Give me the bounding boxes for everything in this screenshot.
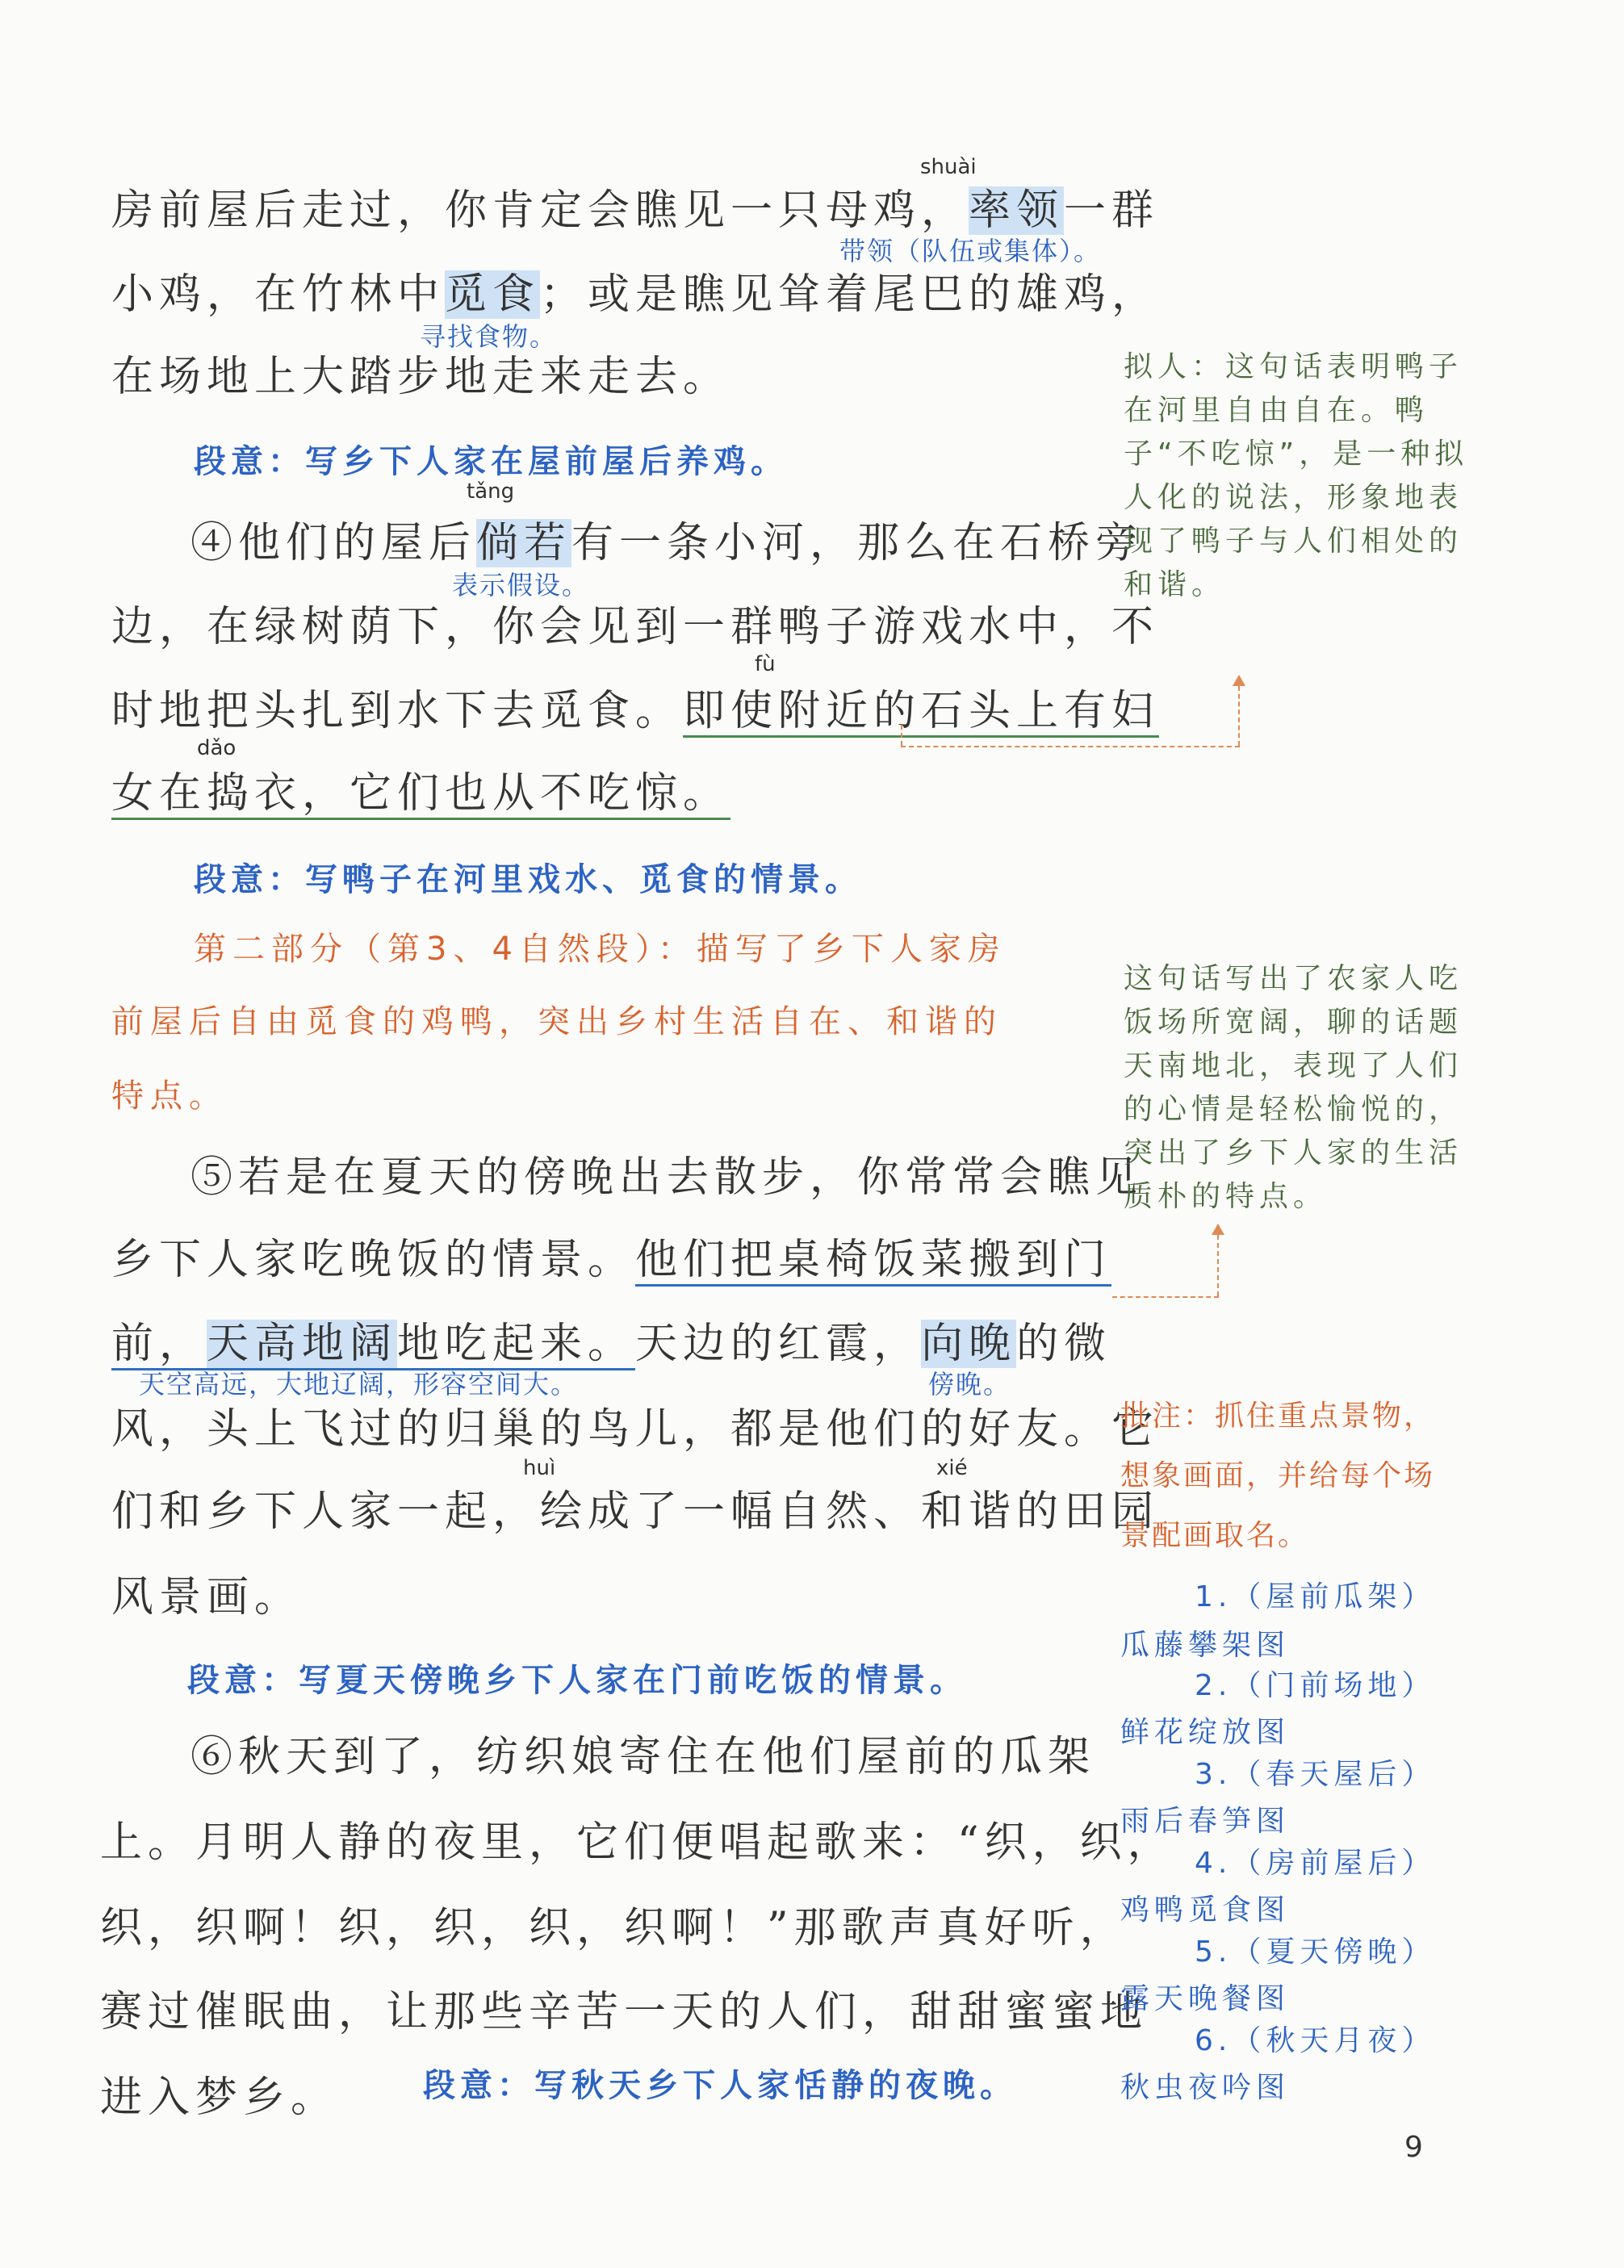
- underlined-sentence-duck-1: 即使附近的石头上有妇: [683, 687, 1159, 738]
- scene-item-1-num: 1.（屋前瓜架）: [1195, 1580, 1436, 1613]
- word-xiangwan: 向晚: [921, 1320, 1017, 1368]
- p3-line2-end: ；或是瞧见耸着尾巴的雄鸡，: [540, 270, 1160, 319]
- pinyin-shuai: shuài: [920, 155, 977, 179]
- p6-line4: 赛过催眠曲，让那些辛苦一天的人们，甜甜蜜蜜地: [100, 1988, 1149, 2036]
- p5-line1: ⑤若是在夏天的傍晚出去散步，你常常会瞧见: [190, 1153, 1144, 1202]
- note-mishi: 寻找食物。: [420, 321, 558, 352]
- p4-line3: [111, 676, 1159, 737]
- arrow-up-icon: [1212, 1224, 1224, 1235]
- p4-line4: [111, 759, 730, 819]
- scene-item-3-num: 3.（春天屋后）: [1195, 1758, 1436, 1791]
- arrow-up-icon: [1233, 675, 1245, 686]
- scene-item-5-num: 5.（夏天傍晚）: [1195, 1935, 1436, 1969]
- p5-line6: 风景画。: [111, 1573, 303, 1621]
- note-shuailing: 带领（队伍或集体）。: [839, 236, 1102, 266]
- p5-line3: [111, 1309, 1111, 1370]
- connector-tick-1: [901, 725, 902, 746]
- connector-horizontal-2: [1112, 1296, 1219, 1298]
- connector-vertical-1: [1238, 686, 1240, 746]
- scene-item-4-num: 4.（房前屋后）: [1195, 1847, 1436, 1880]
- p4-line3-text: 时地把头扎到水下去觅食。: [111, 687, 684, 735]
- word-shuailing: 率领: [969, 186, 1065, 235]
- underlined-sentence-dinner-1: 他们把桌椅饭菜搬到门: [635, 1236, 1111, 1287]
- underlined-sentence-dinner-2b: 地吃起来。: [397, 1320, 635, 1370]
- connector-horizontal-1: [901, 746, 1240, 747]
- p5-line5: 们和乡下人家一起，绘成了一幅自然、和谐的田园: [111, 1488, 1160, 1536]
- p6-line5: 进入梦乡。: [100, 2073, 339, 2122]
- part2-line1: 第二部分（第3、4自然段）：描写了乡下人家房: [194, 931, 1007, 968]
- note-tiangaodikuo: 天空高远，大地辽阔，形容空间大。: [139, 1369, 579, 1400]
- pinyin-fu: fù: [755, 652, 776, 676]
- scene-item-2-num: 2.（门前场地）: [1195, 1669, 1436, 1702]
- connector-vertical-2: [1217, 1235, 1219, 1296]
- p3-line2: [111, 260, 1159, 320]
- note-xiangwan: 傍晚。: [928, 1369, 1011, 1400]
- pinyin-xie: xié: [936, 1456, 968, 1480]
- summary-p6: 段意：写秋天乡下人家恬静的夜晚。: [423, 2067, 1017, 2104]
- p6-line2: 上。月明人静的夜里，它们便唱起歌来：“织，织，: [100, 1818, 1175, 1867]
- p4-line1-end: 有一条小河，那么在石桥旁: [571, 519, 1144, 567]
- word-tangruo: 倘若: [476, 519, 572, 567]
- p3-line3: 在场地上大踏步地走来走去。: [111, 353, 731, 401]
- word-tiangaodikuo: 天高地阔: [207, 1320, 397, 1370]
- underlined-sentence-duck-2: 女在捣衣，它们也从不吃惊。: [111, 769, 730, 820]
- part2-line2: 前屋后自由觅食的鸡鸭，突出乡村生活自在、和谐的: [111, 1003, 1002, 1040]
- word-mishi: 觅食: [445, 270, 541, 319]
- p3-line1-text: 房前屋后走过，你肯定会瞧见一只母鸡，: [111, 186, 969, 235]
- scene-item-5-name: 露天晚餐图: [1120, 1982, 1291, 2015]
- scene-item-4-name: 鸡鸭觅食图: [1120, 1893, 1291, 1927]
- scene-item-2-name: 鲜花绽放图: [1120, 1716, 1291, 1749]
- side-note-dinner: 这句话写出了农家人吃饭场所宽阔，聊的话题天南地北，表现了人们的心情是轻松愉悦的，突出了乡下人家的生活质朴的特点。: [1124, 962, 1463, 1213]
- p5-line3-text: 天边的红霞，: [635, 1320, 922, 1368]
- scene-item-3-name: 雨后春笋图: [1120, 1805, 1291, 1838]
- pinyin-hui: huì: [523, 1456, 556, 1480]
- p5-line4: 风，头上飞过的归巢的鸟儿，都是他们的好友。它: [111, 1405, 1160, 1454]
- side-annotation: 批注：抓住重点景物，想象画面，并给每个场景配画取名。: [1120, 1400, 1436, 1552]
- side-note-personification: 拟人：这句话表明鸭子在河里自由自在。鸭子“不吃惊”，是一种拟人化的说法，形象地表现了鸭子与人们相处的和谐。: [1124, 350, 1469, 601]
- scene-item-6-num: 6.（秋天月夜）: [1195, 2024, 1436, 2057]
- p5-line2-text: 乡下人家吃晚饭的情景。: [111, 1236, 636, 1284]
- pinyin-tang: tǎng: [467, 479, 515, 504]
- p3-line2-text: 小鸡，在竹林中: [111, 270, 446, 319]
- p4-line1-text: ④他们的屋后: [190, 519, 477, 567]
- p4-line1: [190, 508, 1143, 569]
- part2-line3: 特点。: [111, 1078, 228, 1115]
- underlined-sentence-dinner-2a: 前，: [111, 1320, 207, 1370]
- page-number: 9: [1404, 2131, 1423, 2164]
- p3-line1-end: 一群: [1064, 186, 1160, 235]
- p5-line3-end: 的微: [1016, 1320, 1112, 1368]
- summary-p4: 段意：写鸭子在河里戏水、觅食的情景。: [194, 861, 862, 898]
- p3-line1: [111, 176, 1159, 236]
- p6-line3: 织，织啊！织，织，织，织啊！”那歌声真好听，: [100, 1904, 1128, 1952]
- summary-p3: 段意：写乡下人家在屋前屋后养鸡。: [194, 443, 788, 480]
- scene-item-6-name: 秋虫夜吟图: [1120, 2071, 1291, 2104]
- p4-line2: 边，在绿树荫下，你会见到一群鸭子游戏水中，不: [111, 603, 1160, 651]
- pinyin-dao: dǎo: [197, 736, 236, 760]
- scene-item-1-name: 瓜藤攀架图: [1120, 1629, 1291, 1662]
- p5-line2: [111, 1225, 1111, 1286]
- summary-p5: 段意：写夏天傍晚乡下人家在门前吃饭的情景。: [187, 1662, 967, 1699]
- note-tangruo: 表示假设。: [452, 570, 590, 600]
- p6-line1: ⑥秋天到了，纺织娘寄住在他们屋前的瓜架: [190, 1733, 1096, 1781]
